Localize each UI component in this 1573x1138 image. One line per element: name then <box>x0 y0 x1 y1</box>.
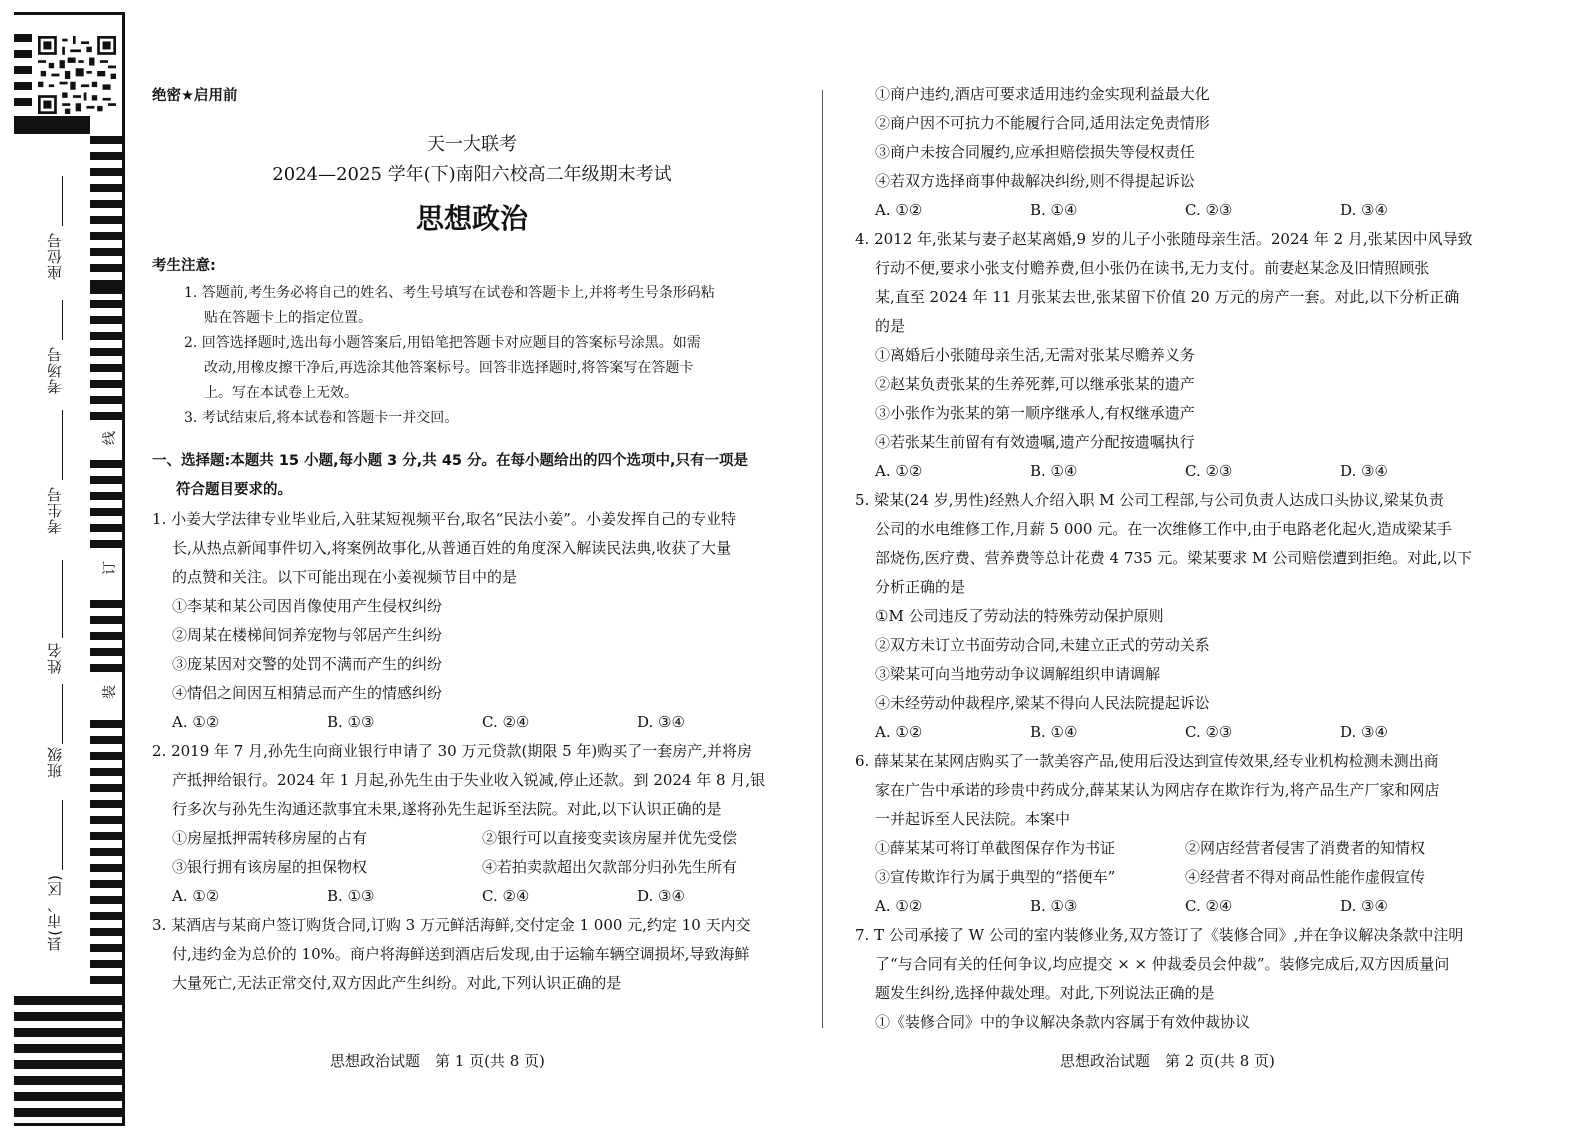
column-divider <box>822 90 823 1028</box>
question-1-options: A. ①② B. ①③ C. ②④ D. ③④ <box>172 713 685 731</box>
name-label: 姓名 <box>46 642 64 674</box>
room-label: 考场号 <box>46 346 64 394</box>
class-underline <box>62 684 63 744</box>
county-label: 县(市、区) <box>46 874 64 952</box>
footer-page-2: 思想政治试题 第 2 页(共 8 页) <box>1060 1052 1275 1070</box>
exam-no-label: 考生号 <box>46 486 64 534</box>
question-3: 3. 某酒店与某商户签订购货合同,订购 3 万元鲜活海鲜,交付定金 1 000 元,约定 10 天内交 付,违约金为总价的 10%。商户将海鲜送到酒店后发现,由于运输车辆空调损坏,导致海鲜 大量死亡,无法正常交付,双方因此产生纠纷。对此,下列认识正确的是 <box>152 916 751 992</box>
section-heading: 一、选择题:本题共 15 小题,每小题 3 分,共 45 分。在每小题给出的四个选项中,只有一项是 <box>152 453 749 469</box>
footer-page-1: 思想政治试题 第 1 页(共 8 页) <box>330 1052 545 1070</box>
question-2-options: A. ①② B. ①③ C. ②④ D. ③④ <box>172 887 685 905</box>
page-2-column <box>855 80 1495 1037</box>
notice-block: 1. 答题前,考生务必将自己的姓名、考生号填写在试卷和答题卡上,并将考生号条形码粘 贴在答题卡上的指定位置。 2. 回答选择题时,选出每小题答案后,用铅笔把答题卡对应题目的答案标号涂黑。如需 改动,用橡皮擦干净后,再选涂其他答案标号。回答非选择题时,将答案写在答题卡 上。写在本试卷上无效。 3. 考试结束后,将本试卷和答题卡一并交回。 <box>184 285 715 426</box>
question-7: 7. T 公司承接了 W 公司的室内装修业务,双方签订了《装修合同》,并在争议解决条款中注明 了“与合同有关的任何争议,均应提交 × × 仲裁委员会仲裁”。装修完成后,双方因质量问 题发生纠纷,选择仲裁处理。对此,下列说法正确的是 ①《装修合同》中的争议解决条款内容属于有效仲裁协议 <box>855 926 1464 1031</box>
question-1: 1. 小姜大学法律专业毕业后,入驻某短视频平台,取名“民法小姜”。小姜发挥自己的专业特 长,从热点新闻事件切入,将案例故事化,从普通百姓的角度深入解读民法典,收获了大量 的点赞和关注。以下可能出现在小姜视频节目中的是 ①李某和某公司因肖像使用产生侵权纠纷 ②周某在楼梯间饲养宠物与邻居产生纠纷 ③庞某因对交警的处罚不满而产生的纠纷 ④情侣之间因互相猜忌而产生的情感纠纷 A. ①② B. ①③ C. ②④ D. ③④ <box>152 505 792 737</box>
name-underline <box>62 560 63 638</box>
question-2: 2. 2019 年 7 月,孙先生向商业银行申请了 30 万元贷款(期限 5 年)购买了一套房产,并将房 产抵押给银行。2024 年 1 月起,孙先生由于失业收入锐减,停止还款。到 2024 年 8 月,银 行多次与孙先生沟通还款事宜未果,遂将孙先生起诉至法院。对此,以下认识正确的是 ①房屋抵押需转移房屋的占有 ②银行可以直接变卖该房屋并优先受偿 ③银行拥有该房屋的担保物权 ④若拍卖款超出欠款部分归孙先生所有 A. ①② B. ①③ C. ②④ D. ③④ <box>152 737 792 911</box>
seat-label: 座位号 <box>46 232 64 280</box>
question-5-options: A. ①② B. ①④ C. ②③ D. ③④ <box>875 723 1388 741</box>
exam-org: 天一大联考 <box>427 134 517 155</box>
question-3-continued: ①商户违约,酒店可要求适用违约金实现利益最大化 ②商户因不可抗力不能履行合同,适用法定免责情形 ③商户未按合同履约,应承担赔偿损失等侵权责任 ④若双方选择商事仲裁解决纠纷,则不得提起诉讼 A. ①② B. ①④ C. ②③ D. ③④ <box>855 80 1495 225</box>
question-3-options: A. ①② B. ①④ C. ②③ D. ③④ <box>875 201 1388 219</box>
notice-title: 考生注意: <box>152 258 216 274</box>
binding-char-zhuang: 装 <box>102 685 118 699</box>
question-5: 5. 梁某(24 岁,男性)经熟人介绍入职 M 公司工程部,与公司负责人达成口头协议,梁某负责 公司的水电维修工作,月薪 5 000 元。在一次维修工作中,由于电路老化起火,造成梁某手 部烧伤,医疗费、营养费等总计花费 4 735 元。梁某要求 M 公司赔偿遭到拒绝。对此,以下 分析正确的是 ①M 公司违反了劳动法的特殊劳动保护原则 ②双方未订立书面劳动合同,未建立正式的劳动关系 ③梁某可向当地劳动争议调解组织申请调解 ④未经劳动仲裁程序,梁某不得向人民法院提起诉讼 A. ①② B. ①④ C. ②③ D. ③④ <box>855 486 1495 747</box>
question-6-options: A. ①② B. ①③ C. ②④ D. ③④ <box>875 897 1388 915</box>
exam-title: 2024—2025 学年(下)南阳六校高二年级期末考试 <box>272 164 672 185</box>
page-1-column <box>152 80 792 998</box>
question-4-options: A. ①② B. ①④ C. ②③ D. ③④ <box>875 462 1388 480</box>
secret-label: 绝密★启用前 <box>152 88 238 104</box>
binding-char-line: 线 <box>102 431 118 445</box>
seat-underline <box>62 176 63 226</box>
room-underline <box>62 300 63 340</box>
class-label: 班级 <box>46 746 64 778</box>
section-heading-cont: 符合题目要求的。 <box>176 482 292 498</box>
exam-no-underline <box>62 410 63 480</box>
question-6: 6. 薛某某在某网店购买了一款美容产品,使用后没达到宣传效果,经专业机构检测未测出商 家在广告中承诺的珍贵中药成分,薛某某认为网店存在欺诈行为,将产品生产厂家和网店 一并起诉至人民法院。本案中 ①薛某某可将订单截图保存作为书证 ②网店经营者侵害了消费者的知情权 ③宣传欺诈行为属于典型的“搭便车” ④经营者不得对商品性能作虚假宣传 A. ①② B. ①③ C. ②④ D. ③④ <box>855 747 1495 921</box>
binding-char-ding: 订 <box>102 561 118 575</box>
question-4: 4. 2012 年,张某与妻子赵某离婚,9 岁的儿子小张随母亲生活。2024 年 2 月,张某因中风导致 行动不便,要求小张支付赡养费,但小张仍在读书,无力支付。前妻赵某念及旧情照顾张 某,直至 2024 年 11 月张某去世,张某留下价值 20 万元的房产一套。对此,以下分析正确 的是 ①离婚后小张随母亲生活,无需对张某尽赡养义务 ②赵某负责张某的生养死葬,可以继承张某的遗产 ③小张作为张某的第一顺序继承人,有权继承遗产 ④若张某生前留有有效遗嘱,遗产分配按遗嘱执行 A. ①② B. ①④ C. ②③ D. ③④ <box>855 225 1495 486</box>
subject-title: 思想政治 <box>415 202 528 235</box>
county-underline <box>62 800 63 870</box>
qr-code-icon <box>38 36 116 114</box>
